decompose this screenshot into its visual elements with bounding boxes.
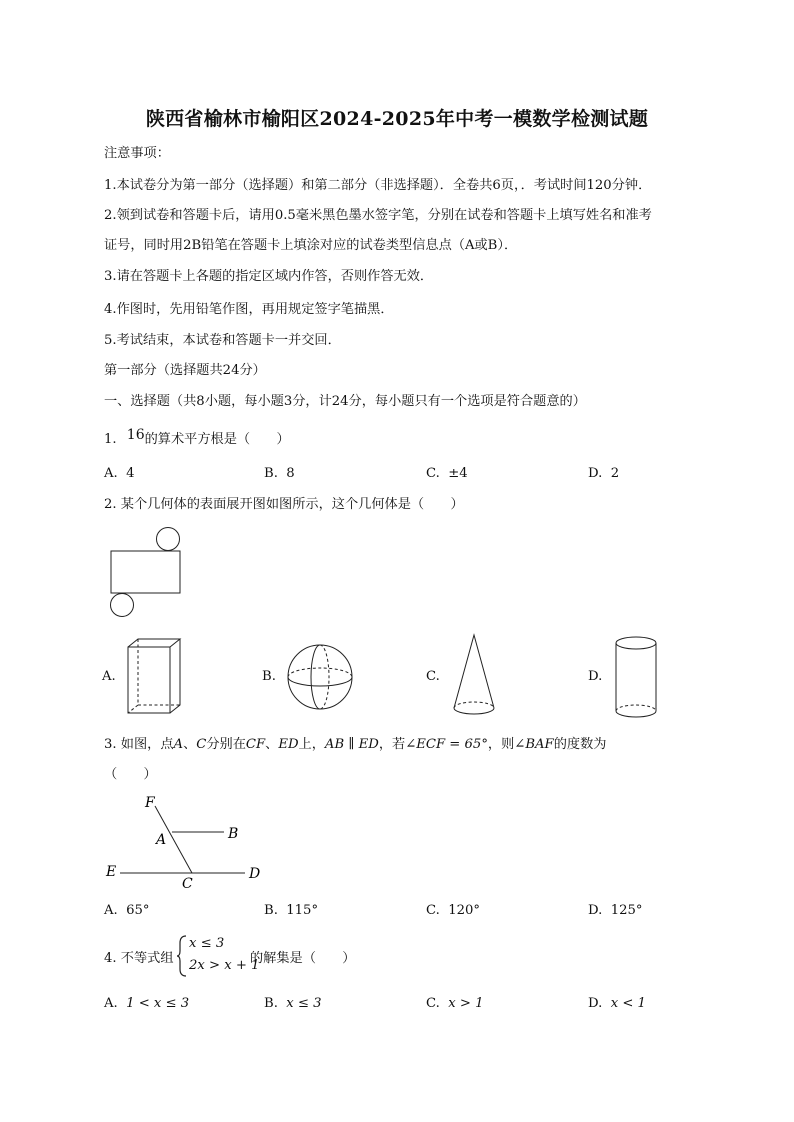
rectangular-prism-icon[interactable] <box>122 635 186 719</box>
notice-item-1: 1.本试卷分为第一部分（选择题）和第二部分（非选择题）．全卷共6页，．考试时间120分钟． <box>104 178 652 193</box>
page-title: 陕西省榆林市榆阳区2024-2025年中考一模数学检测试题 <box>145 108 649 130</box>
q3-option-d[interactable]: D. 125° <box>588 903 643 918</box>
notice-item-3: 3.请在答题卡上各题的指定区域内作答，否则作答无效． <box>104 269 434 284</box>
section-one-heading: 一、选择题（共8小题，每小题3分，计24分，每小题只有一个选项是符合题意的） <box>104 394 586 409</box>
surface-net-figure <box>100 525 200 625</box>
question-1-number: 1. <box>104 432 117 447</box>
question-1-value: 16 <box>126 427 145 443</box>
q4-option-d[interactable]: D. x < 1 <box>588 996 646 1011</box>
q1-option-d[interactable]: D. 2 <box>588 466 620 481</box>
q4-option-b[interactable]: B. x ≤ 3 <box>264 996 322 1011</box>
question-1-text: 的算术平方根是（ ） <box>144 432 290 447</box>
notice-item-4: 4.作图时，先用铅笔作图，再用规定签字笔描黑． <box>104 302 394 317</box>
parallel-lines-figure <box>100 792 270 892</box>
q3-option-a[interactable]: A. 65° <box>104 903 150 918</box>
label-c: C <box>182 876 193 892</box>
sphere-icon[interactable] <box>284 642 356 712</box>
q2-option-d-label[interactable]: D. <box>588 669 603 684</box>
cone-icon[interactable] <box>450 632 500 720</box>
question-3: 3. 如图，点A、C分别在CF、ED上，AB ∥ ED，若∠ECF = 65°，则∠BAF的度数为 <box>104 737 607 752</box>
label-a: A <box>156 832 167 848</box>
q1-option-b[interactable]: B. 8 <box>264 466 295 481</box>
label-e: E <box>106 864 117 880</box>
q1-option-c[interactable]: C. ±4 <box>426 466 468 481</box>
q2-option-b-label[interactable]: B. <box>262 669 276 684</box>
label-b: B <box>228 826 239 842</box>
q3-option-c[interactable]: C. 120° <box>426 903 480 918</box>
question-2: 2. 某个几何体的表面展开图如图所示，这个几何体是（ ） <box>104 497 464 512</box>
q4-option-c[interactable]: C. x > 1 <box>426 996 484 1011</box>
notice-item-2: 2.领到试卷和答题卡后，请用0.5毫米黑色墨水签字笔，分别在试卷和答题卡上填写姓名和准考 <box>104 208 652 223</box>
notice-heading: 注意事项： <box>104 146 170 161</box>
notice-item-5: 5.考试结束，本试卷和答题卡一并交回． <box>104 333 341 348</box>
q2-option-c-label[interactable]: C. <box>426 669 440 684</box>
q2-option-a-label[interactable]: A. <box>102 669 116 684</box>
notice-item-2-cont: 证号，同时用2B铅笔在答题卡上填涂对应的试卷类型信息点（A或B）． <box>104 238 518 253</box>
q4-option-a[interactable]: A. 1 < x ≤ 3 <box>104 996 190 1011</box>
label-d: D <box>249 866 261 882</box>
question-1 <box>104 427 290 449</box>
brace-icon <box>176 935 188 977</box>
q1-option-a[interactable]: A. 4 <box>104 466 135 481</box>
part-one-heading: 第一部分（选择题共24分） <box>104 363 266 378</box>
label-f: F <box>145 795 155 811</box>
q3-option-b[interactable]: B. 115° <box>264 903 319 918</box>
question-3-blank: （ ） <box>104 767 157 782</box>
cylinder-icon[interactable] <box>610 632 662 722</box>
